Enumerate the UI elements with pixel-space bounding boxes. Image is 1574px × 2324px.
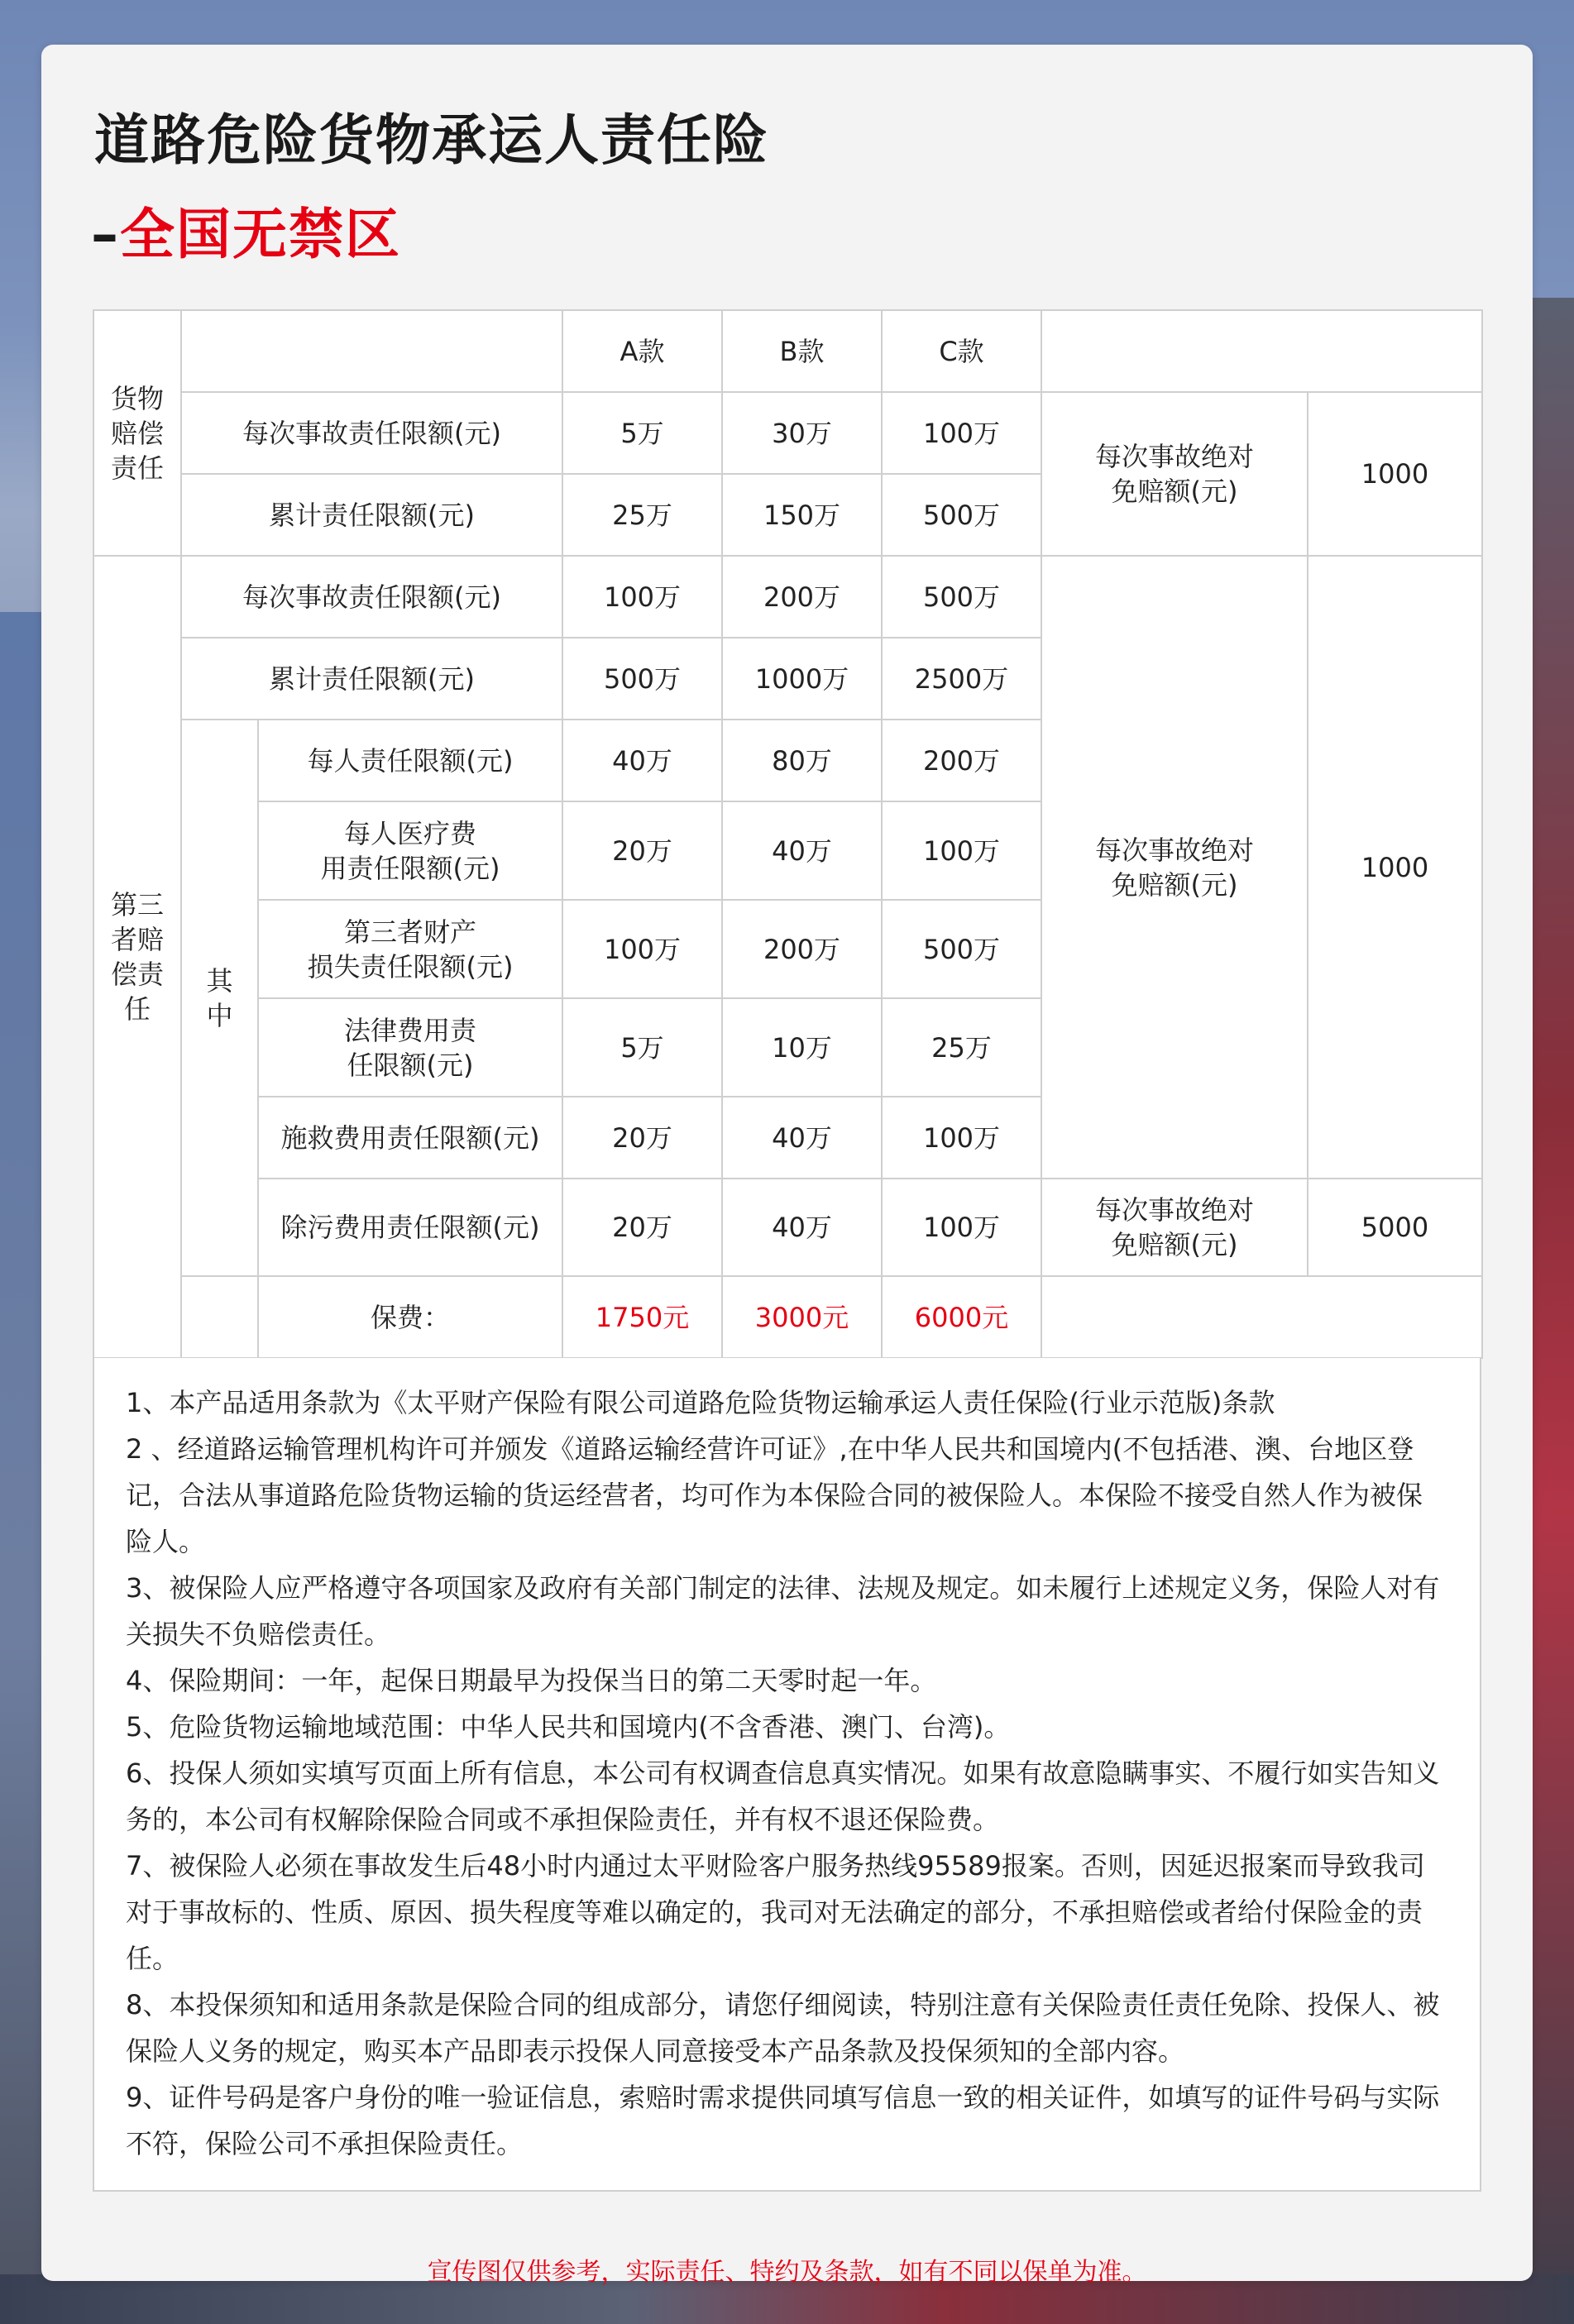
cell-c: 100万 <box>882 1179 1041 1276</box>
cell-a: 5万 <box>562 998 722 1097</box>
cell-a: 100万 <box>562 556 722 638</box>
cell-c: 2500万 <box>882 638 1041 720</box>
table-row <box>93 556 1482 638</box>
header-plan-c: C款 <box>882 310 1041 392</box>
cell-c: 100万 <box>882 801 1041 900</box>
row-label: 每人责任限额(元) <box>258 720 562 801</box>
subtitle-text: 全国无禁区 <box>120 203 401 266</box>
cell-a: 25万 <box>562 474 722 556</box>
cell-a: 100万 <box>562 900 722 998</box>
info-card <box>41 45 1533 2287</box>
header-blank <box>181 310 562 392</box>
note-item: 3、被保险人应严格遵守各项国家及政府有关部门制定的法律、法规及规定。如未履行上述规定义务，保险人对有关损失不负赔偿责任。 <box>126 1572 1440 1650</box>
premium-row <box>93 1276 1482 1358</box>
including-label: 其 中 <box>181 720 258 1276</box>
note-item: 8、本投保须知和适用条款是保险合同的组成部分，请您仔细阅读，特别注意有关保险责任责任免除、投保人、被保险人义务的规定，购买本产品即表示投保人同意接受本产品条款及投保须知的全部内容。 <box>126 1989 1440 2067</box>
premium-label: 保费： <box>258 1276 562 1358</box>
header-plan-b: B款 <box>722 310 882 392</box>
terms-notes <box>93 1358 1481 2192</box>
note-item: 7、被保险人必须在事故发生后48小时内通过太平财险客户服务热线95589报案。否则，因延迟报案而导致我司对于事故标的、性质、原因、损失程度等难以确定的，我司对无法确定的部分，不承担赔偿或者给付保险金的责任。 <box>126 1850 1425 1974</box>
page-title: 道路危险货物承运人责任险 <box>94 108 769 172</box>
cell-c: 500万 <box>882 474 1041 556</box>
deductible-value: 5000 <box>1308 1179 1482 1276</box>
subtitle-dash: – <box>91 203 120 266</box>
note-item: 4、保险期间：一年，起保日期最早为投保当日的第二天零时起一年。 <box>126 1665 937 1696</box>
row-label: 除污费用责任限额(元) <box>258 1179 562 1276</box>
coverage-table <box>93 309 1483 1359</box>
premium-a: 1750元 <box>562 1276 722 1358</box>
cell-c: 100万 <box>882 1097 1041 1179</box>
cell-a: 20万 <box>562 801 722 900</box>
note-item: 6、投保人须如实填写页面上所有信息，本公司有权调查信息真实情况。如果有故意隐瞒事实、不履行如实告知义务的，本公司有权解除保险合同或不承担保险责任，并有权不退还保险费。 <box>126 1757 1440 1835</box>
row-label: 累计责任限额(元) <box>181 638 562 720</box>
row-label: 法律费用责 任限额(元) <box>258 998 562 1097</box>
disclaimer-footer: 宣传图仅供参考，实际责任、特约及条款，如有不同以保单为准。 <box>427 2258 1147 2287</box>
row-label: 第三者财产 损失责任限额(元) <box>258 900 562 998</box>
cell-c: 25万 <box>882 998 1041 1097</box>
premium-b: 3000元 <box>722 1276 882 1358</box>
cell-c: 100万 <box>882 392 1041 474</box>
cell-b: 30万 <box>722 392 882 474</box>
cell-c: 200万 <box>882 720 1041 801</box>
third-party-liability-group-label: 第三 者赔 偿责 任 <box>93 556 181 1358</box>
note-item: 2 、经道路运输管理机构许可并颁发《道路运输经营许可证》,在中华人民共和国境内(不包括港、澳、台地区登记，合法从事道路危险货物运输的货运经营者，均可作为本保险合同的被保险人。本保险不接受自然人作为被保险人。 <box>126 1433 1423 1557</box>
cell-b: 200万 <box>722 900 882 998</box>
cell-a: 20万 <box>562 1179 722 1276</box>
premium-blank <box>181 1276 258 1358</box>
cell-b: 1000万 <box>722 638 882 720</box>
deductible-value: 1000 <box>1308 556 1482 1179</box>
deductible-label: 每次事故绝对 免赔额(元) <box>1041 556 1308 1179</box>
background-decor-left <box>0 612 43 2324</box>
row-label: 每次事故责任限额(元) <box>181 392 562 474</box>
header-plan-a: A款 <box>562 310 722 392</box>
cell-b: 200万 <box>722 556 882 638</box>
cell-b: 40万 <box>722 801 882 900</box>
cargo-liability-group-label: 货物 赔偿 责任 <box>93 310 181 556</box>
cell-c: 500万 <box>882 556 1041 638</box>
cell-a: 40万 <box>562 720 722 801</box>
table-header-row <box>93 310 1482 392</box>
cell-b: 40万 <box>722 1097 882 1179</box>
deductible-label: 每次事故绝对 免赔额(元) <box>1041 392 1308 556</box>
row-label: 每人医疗费 用责任限额(元) <box>258 801 562 900</box>
row-label: 每次事故责任限额(元) <box>181 556 562 638</box>
cell-a: 20万 <box>562 1097 722 1179</box>
page-subtitle <box>91 190 401 269</box>
deductible-label: 每次事故绝对 免赔额(元) <box>1041 1179 1308 1276</box>
cell-b: 40万 <box>722 1179 882 1276</box>
note-item: 9、证件号码是客户身份的唯一验证信息，索赔时需求提供同填写信息一致的相关证件，如填写的证件号码与实际不符，保险公司不承担保险责任。 <box>126 2082 1440 2159</box>
row-label: 施救费用责任限额(元) <box>258 1097 562 1179</box>
note-item: 1、本产品适用条款为《太平财产保险有限公司道路危险货物运输承运人责任保险(行业示范版)条款 <box>126 1387 1275 1418</box>
premium-c: 6000元 <box>882 1276 1041 1358</box>
cell-a: 5万 <box>562 392 722 474</box>
deductible-value: 1000 <box>1308 392 1482 556</box>
cell-a: 500万 <box>562 638 722 720</box>
row-label: 累计责任限额(元) <box>181 474 562 556</box>
table-row <box>93 1179 1482 1276</box>
cell-b: 150万 <box>722 474 882 556</box>
cell-b: 80万 <box>722 720 882 801</box>
table-row <box>93 392 1482 474</box>
cell-b: 10万 <box>722 998 882 1097</box>
note-item: 5、危险货物运输地域范围：中华人民共和国境内(不含香港、澳门、台湾)。 <box>126 1711 1011 1743</box>
premium-blank-right <box>1041 1276 1482 1358</box>
header-blank-right <box>1041 310 1482 392</box>
cell-c: 500万 <box>882 900 1041 998</box>
